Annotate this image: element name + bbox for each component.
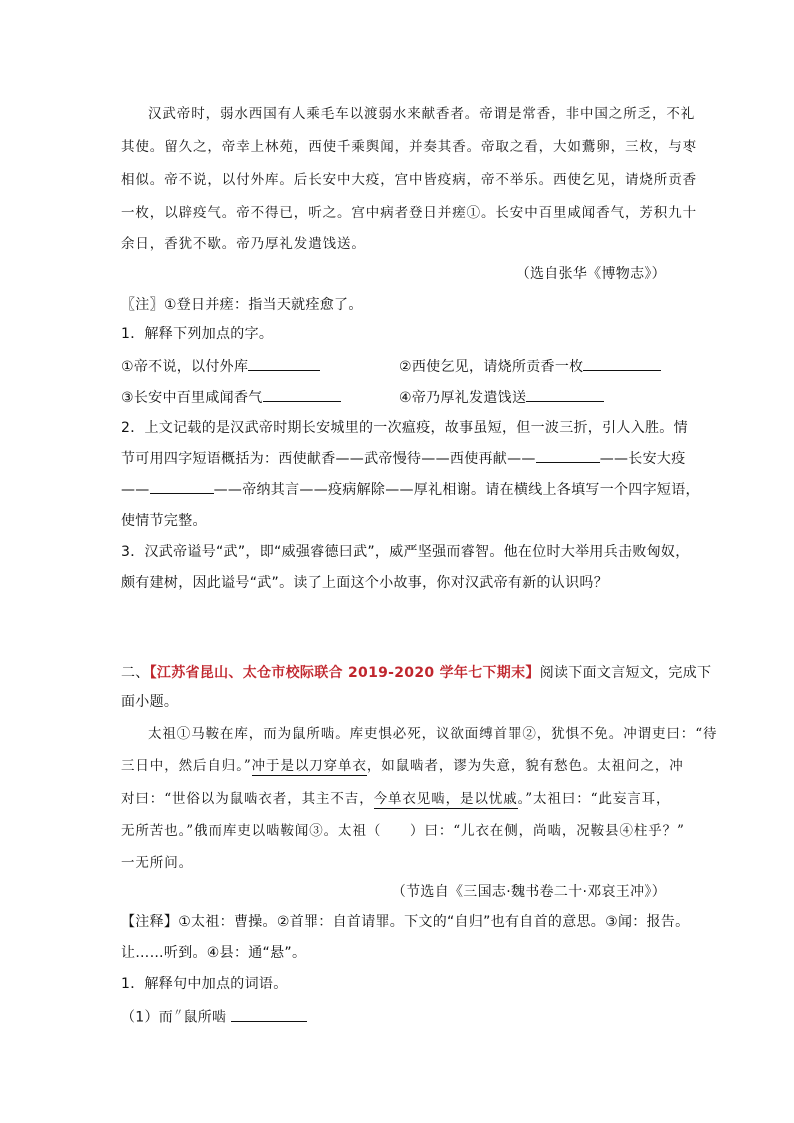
question-3-line-2: 颇有建树，因此谥号“武”。读了上面这个小故事，你对汉武帝有新的认识吗？ [121,575,609,591]
answer-blank[interactable] [231,1007,307,1022]
question-1-item-3 [121,387,341,407]
item-text: ②西使乞见，请烧所贡香一枚 [399,359,584,375]
passage2-source: （节选自《三国志·魏书卷二十·邓哀王冲》） [391,884,666,900]
section-2-question-1-item-1 [121,1004,307,1027]
passage2-text: 三日中，然后自归。” [121,758,252,774]
passage2-text: ，如鼠啮者，谬为失意，貌有愁色。太祖问之，冲 [366,758,684,774]
passage2-line-4: 无所苦也。”俄而库吏以啮鞍闻③。太祖（ ）曰：“儿衣在侧，尚啮，况鞍县④柱乎？” [121,823,685,839]
dot-mark-icon: 〃 [173,1008,184,1019]
question-2-text: ——长安大疫 [599,451,686,467]
passage1-line-4: 一枚，以辟疫气。帝不得已，听之。宫中病者登日并瘥①。长安中百里咸闻香气，芳积九十 [121,205,697,221]
underlined-sentence-1: 冲于是以刀穿单衣 [251,758,367,774]
item-text: ④帝乃厚礼发遣饯送 [399,390,527,406]
note-2-line-1: 【注释】①太祖：曹操。②首罪：自首请罪。下文的“自归”也有自首的意思。③闻：报告。 [121,914,690,930]
section-2-instruction: 阅读下面文言短文，完成下 [539,665,712,681]
passage1-line-1: 汉武帝时，弱水西国有人乘毛车以渡弱水来献香者。帝谓是常香，非中国之所乏，不礼 [148,106,696,122]
question-2-line-1: 2．上文记载的是汉武帝时期长安城里的一次瘟疫，故事虽短，但一波三折，引人入胜。情 [121,420,688,436]
item-text: ③长安中百里咸闻香气 [121,390,263,406]
passage1-line-5: 余日，香犹不歇。帝乃厚礼发遣饯送。 [121,236,366,252]
passage2-line-3 [121,787,670,807]
question-2-text: ——帝纳其言——疫病解除——厚礼相谢。请在横线上各填写一个四字短语， [213,482,700,498]
question-2-line-2 [121,448,686,468]
passage1-line-3: 相似。帝不说，以付外库。后长安中大疫，宫中皆疫病，帝不举乐。西使乞见，请烧所贡香 [121,172,697,188]
question-2-line-4: 使情节完整。 [121,513,207,529]
section-2-heading [121,662,711,682]
question-1-item-2 [399,356,661,376]
section-2-heading-line-2: 面小题。 [121,694,179,710]
answer-blank[interactable] [536,448,600,463]
answer-blank[interactable] [526,387,604,402]
underlined-sentence-2: 今单衣见啮，是以忧戚 [373,791,518,807]
passage2-line-1: 太祖①马鞍在库，而为鼠所啮。库吏惧必死，议欲面缚首罪②，犹惧不免。冲谓吏曰：“待 [148,726,718,742]
question-2-line-3 [121,479,700,499]
question-1-item-1 [121,356,320,376]
answer-blank[interactable] [263,387,341,402]
item-text: 鼠所啮 [183,1009,227,1026]
passage1-source: （选自张华《博物志》） [515,266,666,282]
question-1-item-4 [399,387,604,407]
passage2-text: 。”太祖曰：“此妄言耳， [517,791,671,807]
item-text: ①帝不说，以付外库 [121,359,249,375]
section-2-source-tag: 【江苏省昆山、太仓市校际联合 2019-2020 学年七下期末】 [149,665,540,681]
question-3-line-1: 3．汉武帝谥号“武”，即“威强睿德曰武”，威严坚强而睿智。他在位时大举用兵击败匈奴， [121,544,690,560]
answer-blank[interactable] [583,356,661,371]
section-2-prefix: 二、 [121,665,150,681]
question-2-text: 节可用四字短语概括为：西使献香——武帝慢待——西使再献—— [121,451,536,467]
answer-blank[interactable] [150,479,214,494]
passage2-line-2 [121,754,684,774]
question-2-text: —— [121,482,150,498]
item-text: （1）而 [121,1009,174,1026]
question-1-prompt: 1．解释下列加点的字。 [121,326,274,342]
answer-blank[interactable] [248,356,320,371]
note-2-line-2: 让……听到。④县：通“悬”。 [121,945,307,961]
passage2-text: 对曰：“世俗以为鼠啮衣者，其主不吉， [121,791,374,807]
passage1-line-2: 其使。留久之，帝幸上林苑，西使千乘舆闻，并奏其香。帝取之看，大如鷰卵，三枚，与枣 [121,139,697,155]
section-2-question-1-prompt: 1．解释句中加点的词语。 [121,976,288,992]
passage2-line-5: 一无所问。 [121,855,193,871]
note-1: 〖注〗①登日并瘥：指当天就痊愈了。 [121,297,363,313]
